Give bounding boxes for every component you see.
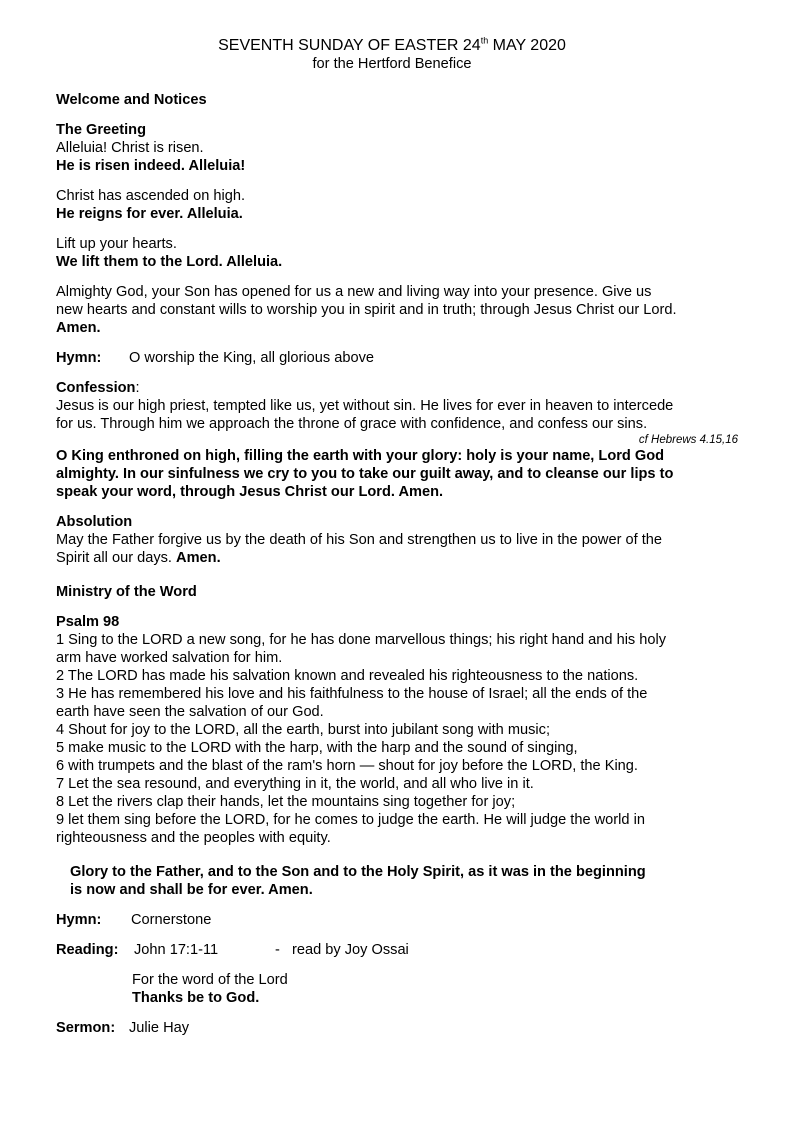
absolution-line-2: Spirit all our days. bbox=[56, 550, 177, 566]
confession-line-1: Jesus is our high priest, tempted like us, yet without sin. He lives for ever in heaven to intercede bbox=[56, 398, 674, 414]
page-subtitle: for the Hertford Benefice bbox=[312, 56, 472, 72]
absolution-line-2-wrap bbox=[56, 549, 746, 567]
title-ordinal-suffix: th bbox=[480, 35, 489, 46]
reading-response: Thanks be to God. bbox=[132, 990, 260, 1006]
psalm-line: 9 let them sing before the LORD, for he comes to judge the earth. He will judge the world in bbox=[56, 812, 645, 828]
sermon-label: Sermon: bbox=[56, 1020, 116, 1036]
absolution-amen: Amen. bbox=[176, 550, 221, 566]
psalm-line: earth have seen the salvation of our God. bbox=[56, 704, 324, 720]
greeting-leader-2: Christ has ascended on high. bbox=[56, 188, 246, 204]
gloria-line-2: is now and shall be for ever. Amen. bbox=[70, 882, 313, 898]
hymn-2-title: Cornerstone bbox=[131, 912, 212, 928]
hymn-2 bbox=[56, 911, 746, 929]
collect-amen: Amen. bbox=[56, 320, 101, 336]
confession-heading-colon: : bbox=[135, 380, 140, 396]
psalm-line: arm have worked salvation for him. bbox=[56, 650, 283, 666]
collect-line-2: new hearts and constant wills to worship you in spirit and in truth; through Jesus Christ our Lord. bbox=[56, 302, 677, 318]
psalm-line: 8 Let the rivers clap their hands, let the mountains sing together for joy; bbox=[56, 794, 516, 810]
service-sheet bbox=[56, 36, 746, 1037]
confession-response-3: speak your word, through Jesus Christ our Lord. Amen. bbox=[56, 484, 444, 500]
hymn-1-label: Hymn: bbox=[56, 350, 102, 366]
psalm-heading: Psalm 98 bbox=[56, 614, 120, 630]
reading-leader: For the word of the Lord bbox=[132, 972, 288, 988]
psalm-line: 6 with trumpets and the blast of the ram's horn — shout for joy before the LORD, the King. bbox=[56, 758, 638, 774]
greeting-response-2: He reigns for ever. Alleluia. bbox=[56, 206, 243, 222]
psalm-line: righteousness and the peoples with equity. bbox=[56, 830, 331, 846]
reading-reader: read by Joy Ossai bbox=[292, 942, 409, 958]
collect-line-1: Almighty God, your Son has opened for us a new and living way into your presence. Give us bbox=[56, 284, 652, 300]
psalm-line: 2 The LORD has made his salvation known and revealed his righteousness to the nations. bbox=[56, 668, 639, 684]
title-date-rest: MAY 2020 bbox=[488, 37, 566, 54]
greeting-leader-3: Lift up your hearts. bbox=[56, 236, 177, 252]
reading-label: Reading: bbox=[56, 942, 119, 958]
ministry-heading: Ministry of the Word bbox=[56, 584, 197, 600]
reading-row bbox=[56, 941, 746, 959]
greeting-leader-1: Alleluia! Christ is risen. bbox=[56, 140, 204, 156]
reading-dash: - bbox=[275, 942, 280, 958]
greeting-response-3: We lift them to the Lord. Alleluia. bbox=[56, 254, 283, 270]
absolution-line-1: May the Father forgive us by the death of his Son and strengthen us to live in the power of the bbox=[56, 532, 663, 548]
page-title bbox=[38, 36, 746, 55]
confession-heading-line bbox=[56, 379, 746, 397]
confession-heading: Confession bbox=[56, 380, 136, 396]
reading-passage: John 17:1-11 bbox=[134, 942, 219, 958]
psalm-line: 5 make music to the LORD with the harp, with the harp and the sound of singing, bbox=[56, 740, 578, 756]
psalm-line: 4 Shout for joy to the LORD, all the earth, burst into jubilant song with music; bbox=[56, 722, 551, 738]
sermon-row bbox=[56, 1019, 746, 1037]
title-main: SEVENTH SUNDAY OF EASTER 24 bbox=[218, 37, 481, 54]
welcome-heading: Welcome and Notices bbox=[56, 92, 207, 108]
absolution-heading: Absolution bbox=[56, 514, 133, 530]
confession-response-1: O King enthroned on high, filling the earth with your glory: holy is your name, Lord God bbox=[56, 448, 665, 464]
sermon-preacher: Julie Hay bbox=[129, 1020, 190, 1036]
confession-response-2: almighty. In our sinfulness we cry to you to take our guilt away, and to cleanse our lips to bbox=[56, 466, 674, 482]
hymn-1 bbox=[56, 349, 746, 367]
confession-line-2: for us. Through him we approach the throne of grace with confidence, and confess our sins. bbox=[56, 416, 648, 432]
greeting-heading: The Greeting bbox=[56, 122, 147, 138]
psalm-line: 3 He has remembered his love and his faithfulness to the house of Israel; all the ends of the bbox=[56, 686, 648, 702]
psalm-text bbox=[56, 631, 746, 847]
gloria-line-1: Glory to the Father, and to the Son and to the Holy Spirit, as it was in the beginning bbox=[70, 864, 646, 880]
hymn-1-title: O worship the King, all glorious above bbox=[129, 350, 374, 366]
greeting-response-1: He is risen indeed. Alleluia! bbox=[56, 158, 246, 174]
confession-citation: cf Hebrews 4.15,16 bbox=[638, 434, 738, 446]
hymn-2-label: Hymn: bbox=[56, 912, 102, 928]
psalm-line: 1 Sing to the LORD a new song, for he has done marvellous things; his right hand and his holy bbox=[56, 632, 667, 648]
psalm-line: 7 Let the sea resound, and everything in it, the world, and all who live in it. bbox=[56, 776, 534, 792]
